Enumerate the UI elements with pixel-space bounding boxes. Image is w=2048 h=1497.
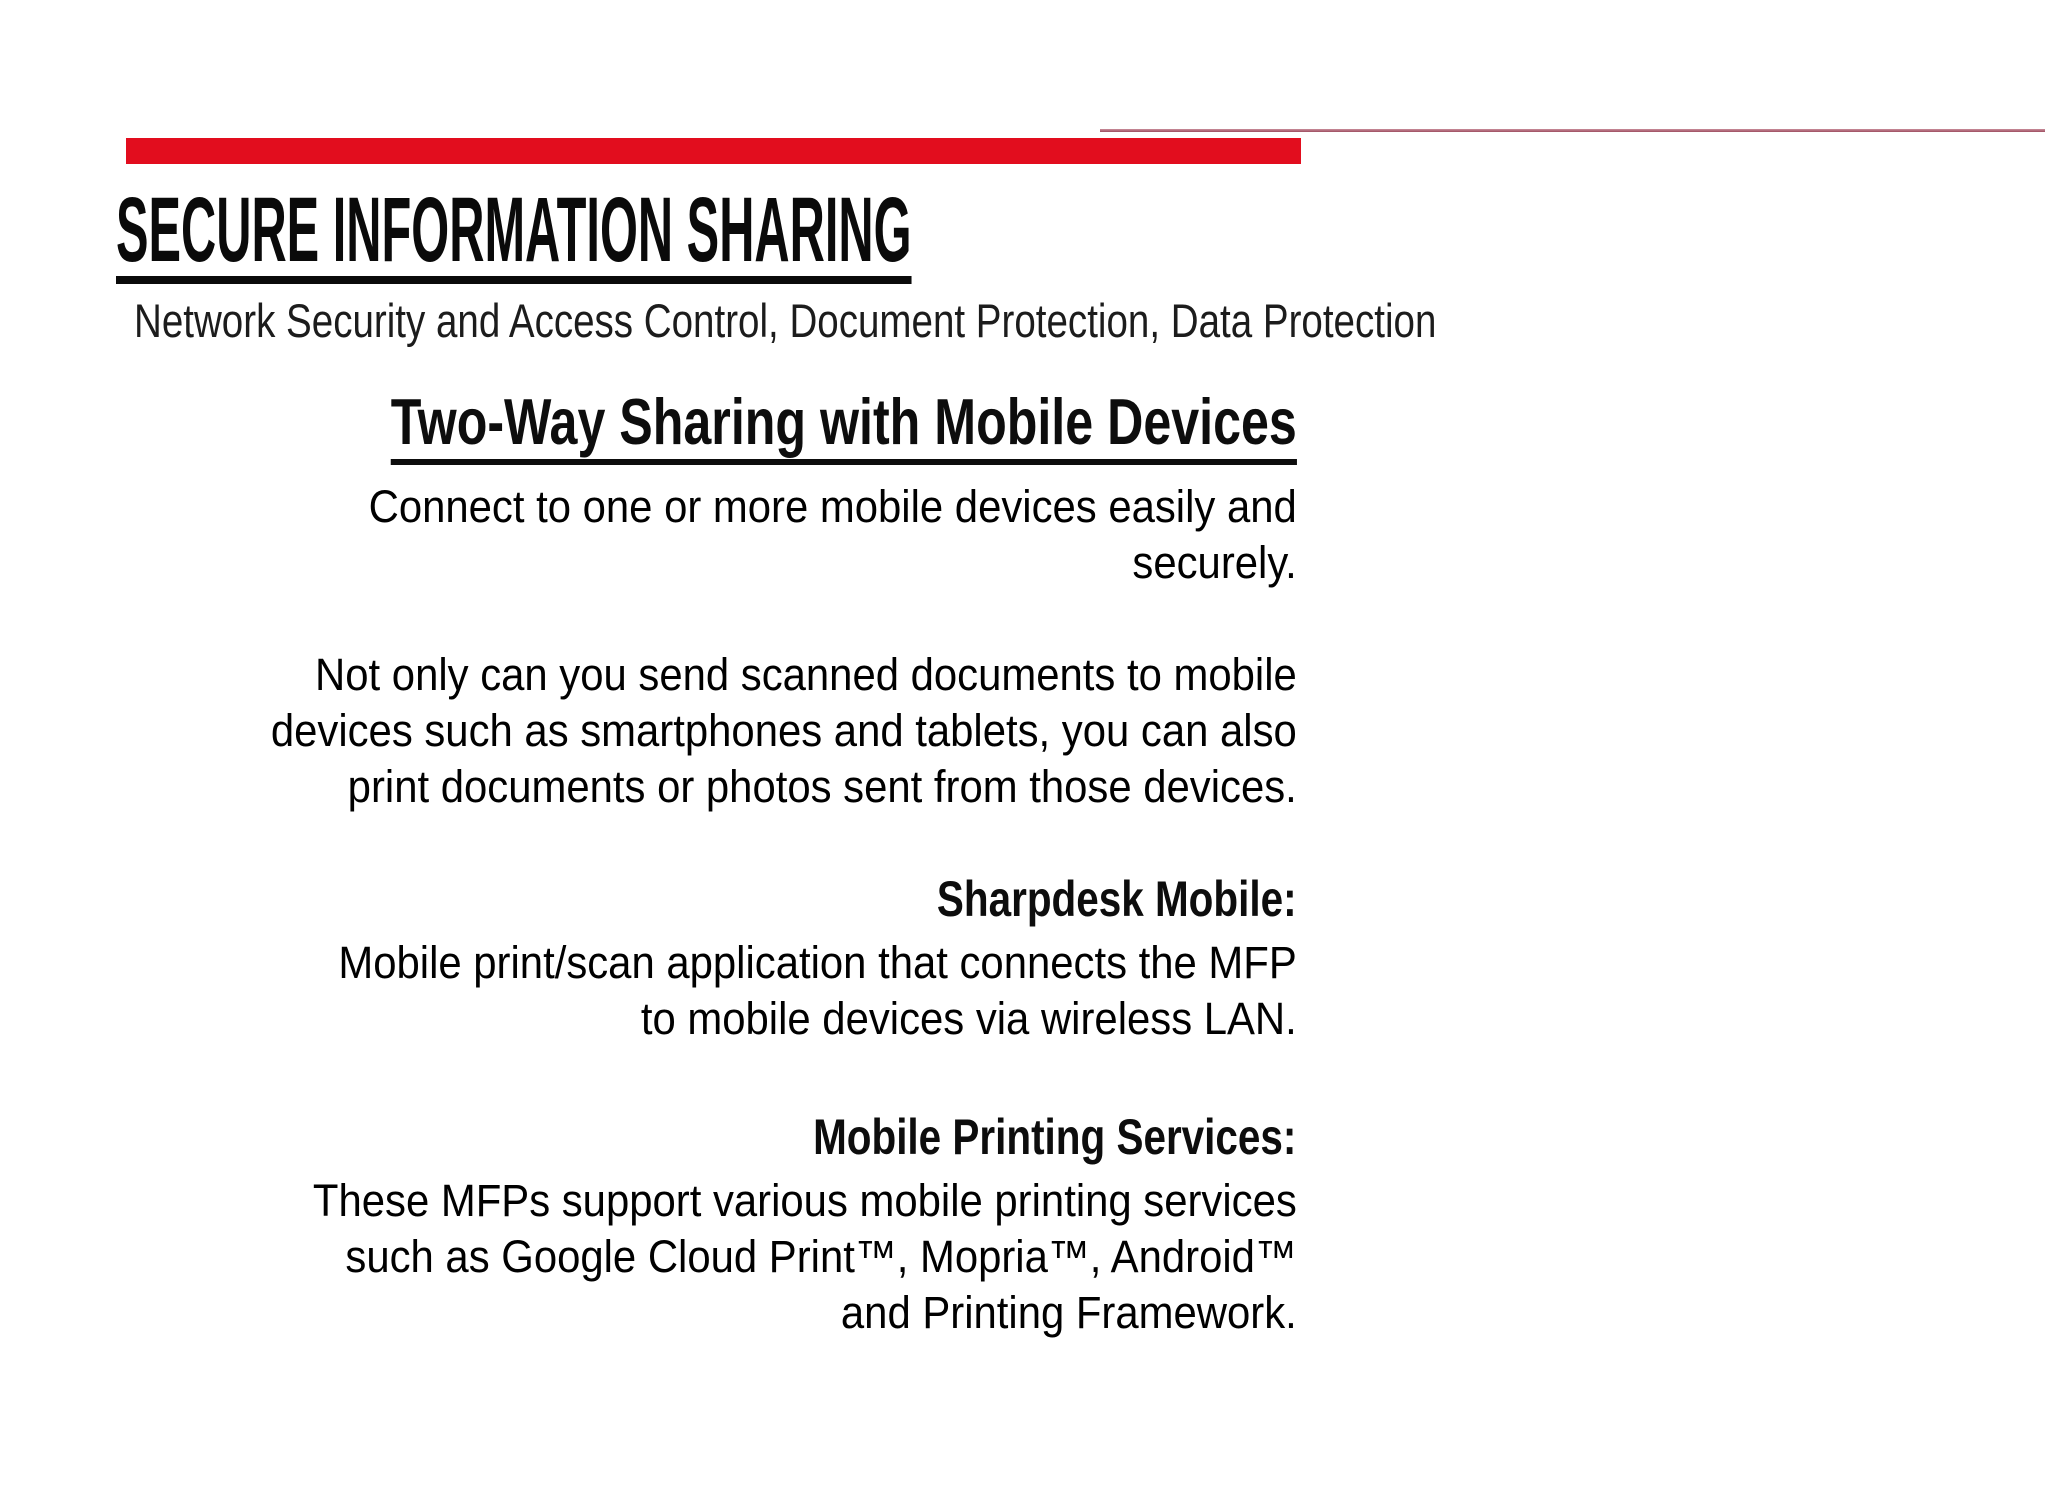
accent-red-bar	[126, 138, 1301, 164]
sharpdesk-heading-row	[205, 871, 1297, 929]
paragraph-body	[205, 647, 1297, 815]
paragraph-line: to mobile devices via wireless LAN.	[641, 993, 1297, 1045]
section-heading: Two-Way Sharing with Mobile Devices	[391, 388, 1297, 465]
paragraph-line: Connect to one or more mobile devices easily and	[368, 481, 1297, 533]
content-column	[205, 385, 1297, 1341]
services-heading: Mobile Printing Services:	[813, 1109, 1297, 1166]
paragraph-line: print documents or photos sent from those devices.	[347, 761, 1297, 813]
paragraph-line: These MFPs support various mobile printing services	[313, 1175, 1297, 1227]
paragraph-line: Mobile print/scan application that connects the MFP	[338, 937, 1297, 989]
paragraph-line: such as Google Cloud Print™, Mopria™, Android™	[345, 1231, 1297, 1283]
paragraph-line: and Printing Framework.	[841, 1287, 1297, 1339]
services-heading-row	[205, 1109, 1297, 1167]
paragraph-sharpdesk	[205, 935, 1297, 1047]
slide-title	[116, 179, 1617, 284]
slide-title-text: SECURE INFORMATION SHARING	[116, 188, 912, 284]
paragraph-line: Not only can you send scanned documents to mobile	[315, 649, 1297, 701]
sharpdesk-heading: Sharpdesk Mobile:	[937, 871, 1297, 928]
section-heading-row	[205, 385, 1297, 465]
paragraph-line: securely.	[1132, 537, 1297, 589]
accent-thin-line	[1100, 129, 2045, 132]
paragraph-intro	[205, 479, 1297, 591]
slide-subtitle: Network Security and Access Control, Document Protection, Data Protection	[134, 294, 1437, 347]
paragraph-services	[205, 1173, 1297, 1341]
paragraph-line: devices such as smartphones and tablets, you can also	[271, 705, 1297, 757]
